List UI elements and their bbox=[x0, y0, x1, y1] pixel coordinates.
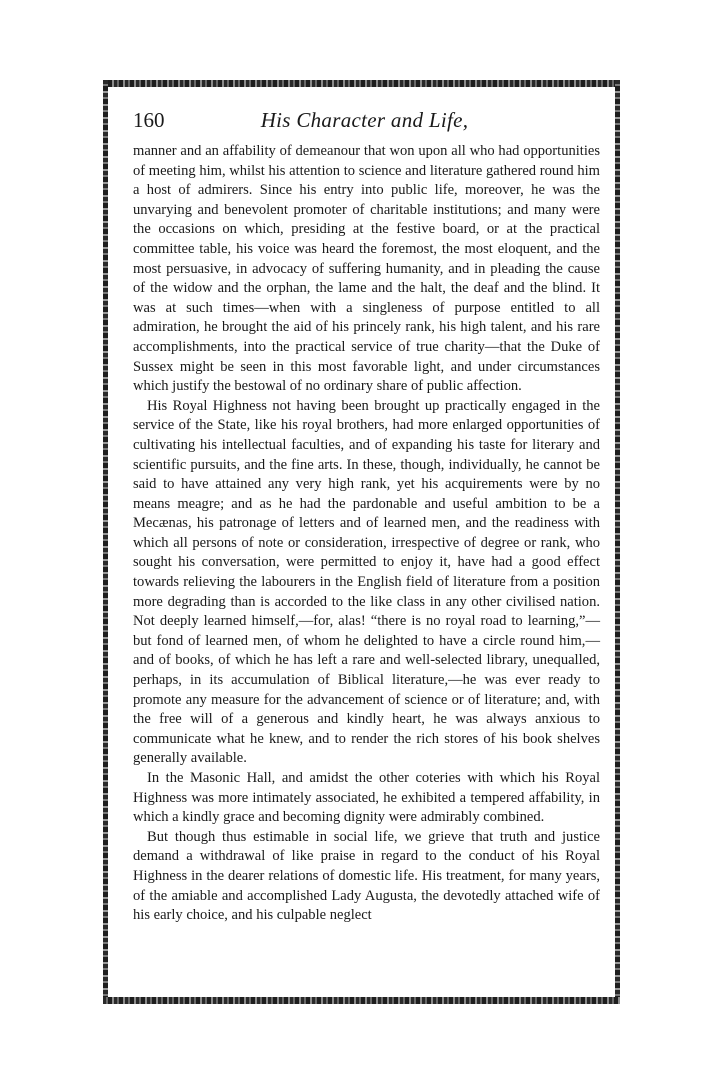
top-border-rule bbox=[103, 80, 620, 87]
paragraph: manner and an affability of demeanour that won upon all who had opportunities of meeting him, whilst his attention to science and literature gathered round him a host of admirers. Since his entry into public life, moreover, he was the unvarying and benevolent promoter of charitable institutions; and many were the occasions on which, presiding at the festive board, or at the practical committee table, his voice was heard the foremost, the most eloquent, and the most persuasive, in advocacy of suffering humanity, and in pleading the cause of the widow and the orphan, the lame and the halt, the deaf and the blind. It was at such times—when with a singleness of purpose entitled to all admiration, he brought the aid of his princely rank, his high talent, and his rare accomplishments, into the practical service of true charity—that the Duke of Sussex might be seen in this most favorable light, and under circumstances which justify the bestowal of no ordinary share of public affection. bbox=[133, 143, 600, 395]
page-header bbox=[133, 108, 596, 136]
page-number: 160 bbox=[133, 108, 165, 132]
paragraph: But though thus estimable in social life, we grieve that truth and justice demand a withdrawal of like praise in regard to the conduct of his Royal Highness in the dearer relations of domestic life. His treatment, for many years, of the amiable and accomplished Lady Augusta, the devotedly attached wife of his early choice, and his culpable neglect bbox=[133, 828, 600, 924]
right-border-rule bbox=[615, 80, 620, 1004]
page-frame bbox=[103, 80, 620, 1004]
paragraph: In the Masonic Hall, and amidst the other coteries with which his Royal Highness was more intimately associated, he exhibited a tempered affability, in which a kindly grace and becoming dignity were admirably combined. bbox=[133, 770, 600, 826]
running-title: His Character and Life, bbox=[260, 108, 469, 132]
bottom-border-rule bbox=[103, 997, 620, 1004]
body-text bbox=[133, 142, 600, 926]
left-border-rule bbox=[103, 80, 108, 1004]
paragraph: His Royal Highness not having been brought up practically engaged in the service of the State, like his royal brothers, had more enlarged opportunities of cultivating his intellectual faculties, and of expanding his taste for literary and scientific pursuits, and the fine arts. In these, though, individually, he cannot be said to have attained any very high rank, yet his acquirements were by no means meagre; and as he had the pardonable and useful ambition to be a Mecænas, his patronage of letters and of learned men, and the readiness with which all persons of note or consideration, irrespective of degree or rank, who sought his conversation, were permitted to enjoy it, have had a good effect towards relieving the labourers in the English field of literature from a position more degrading than is accorded to the like class in any other civilised nation. Not deeply learned himself,—for, alas! “there is no royal road to learning,”—but fond of learned men, of whom he delighted to have a circle round him,—and of books, of which he has left a rare and well-selected library, unequalled, perhaps, in its accumulation of Biblical literature,—he was ever ready to promote any measure for the advancement of science or of literature; and, with the free will of a generous and kindly heart, he was always anxious to communicate what he knew, and to render the rich stores of his book shelves generally available. bbox=[133, 397, 600, 767]
